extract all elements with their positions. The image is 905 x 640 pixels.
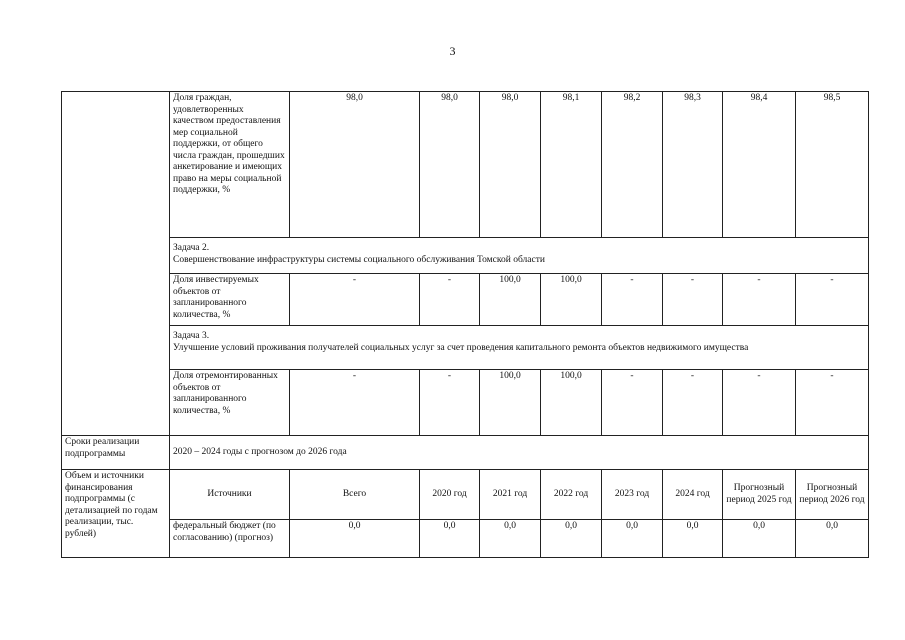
indicator-value: - <box>663 274 723 326</box>
indicator-value: 98,0 <box>480 92 541 238</box>
financing-header: Прогнозный период 2025 год <box>723 470 796 520</box>
indicator-value: - <box>290 274 420 326</box>
financing-value: 0,0 <box>480 520 541 558</box>
financing-value: 0,0 <box>663 520 723 558</box>
indicator-row <box>62 92 869 238</box>
task-text: Совершенствование инфраструктуры системы социального обслуживания Томской области <box>173 254 545 265</box>
financing-value: 0,0 <box>602 520 663 558</box>
timeline-value: 2020 – 2024 годы с прогнозом до 2026 года <box>170 436 869 470</box>
financing-header: 2021 год <box>480 470 541 520</box>
task-text: Улучшение условий проживания получателей социальных услуг за счет проведения капитального ремонта объектов недвижимого имущества <box>173 342 749 353</box>
indicator-value: - <box>663 370 723 436</box>
financing-header: 2023 год <box>602 470 663 520</box>
indicator-value: 98,2 <box>602 92 663 238</box>
indicator-value: - <box>420 274 480 326</box>
financing-row <box>62 520 869 558</box>
task-cell <box>170 326 869 370</box>
indicator-value: 100,0 <box>480 370 541 436</box>
indicator-name: Доля инвестируемых объектов от запланированного количества, % <box>170 274 290 326</box>
financing-header: 2022 год <box>541 470 602 520</box>
timeline-label: Сроки реализации подпрограммы <box>62 436 170 470</box>
indicator-value: - <box>602 274 663 326</box>
indicator-name: Доля граждан, удовлетворенных качеством предоставления мер социальной поддержки, от общего числа граждан, прошедших анкетирование и имеющих право на меры социальной поддержки, % <box>170 92 290 238</box>
indicator-value: 100,0 <box>541 274 602 326</box>
task-title: Задача 2. <box>173 243 210 253</box>
indicator-value: 100,0 <box>480 274 541 326</box>
indicator-value: - <box>723 274 796 326</box>
timeline-row <box>62 436 869 470</box>
financing-header: 2020 год <box>420 470 480 520</box>
financing-label: Объем и источники финансирования подпрограммы (с детализацией по годам реализации, тыс. рублей) <box>62 470 170 558</box>
indicator-name: Доля отремонтированных объектов от запланированного количества, % <box>170 370 290 436</box>
page-number: 3 <box>449 44 456 58</box>
indicator-row <box>62 370 869 436</box>
indicator-value: - <box>796 370 869 436</box>
financing-value: 0,0 <box>796 520 869 558</box>
label-cell-empty <box>62 92 170 436</box>
subprogram-passport-table <box>61 91 869 558</box>
financing-header: Всего <box>290 470 420 520</box>
task-row <box>62 326 869 370</box>
indicator-value: 98,0 <box>420 92 480 238</box>
indicator-value: 98,4 <box>723 92 796 238</box>
indicator-value: 98,1 <box>541 92 602 238</box>
financing-value: 0,0 <box>541 520 602 558</box>
indicator-value: 98,5 <box>796 92 869 238</box>
financing-source: федеральный бюджет (по согласованию) (прогноз) <box>170 520 290 558</box>
indicator-value: 98,3 <box>663 92 723 238</box>
task-cell <box>170 238 869 274</box>
indicator-row <box>62 274 869 326</box>
indicator-value: - <box>796 274 869 326</box>
financing-header: Прогнозный период 2026 год <box>796 470 869 520</box>
task-row <box>62 238 869 274</box>
indicator-value: - <box>723 370 796 436</box>
indicator-value: - <box>420 370 480 436</box>
financing-value: 0,0 <box>723 520 796 558</box>
indicator-value: - <box>602 370 663 436</box>
indicator-value: 98,0 <box>290 92 420 238</box>
financing-value: 0,0 <box>420 520 480 558</box>
financing-header: Источники <box>170 470 290 520</box>
financing-value: 0,0 <box>290 520 420 558</box>
task-title: Задача 3. <box>173 331 210 341</box>
financing-header-row <box>62 470 869 520</box>
financing-header: 2024 год <box>663 470 723 520</box>
indicator-value: - <box>290 370 420 436</box>
indicator-value: 100,0 <box>541 370 602 436</box>
